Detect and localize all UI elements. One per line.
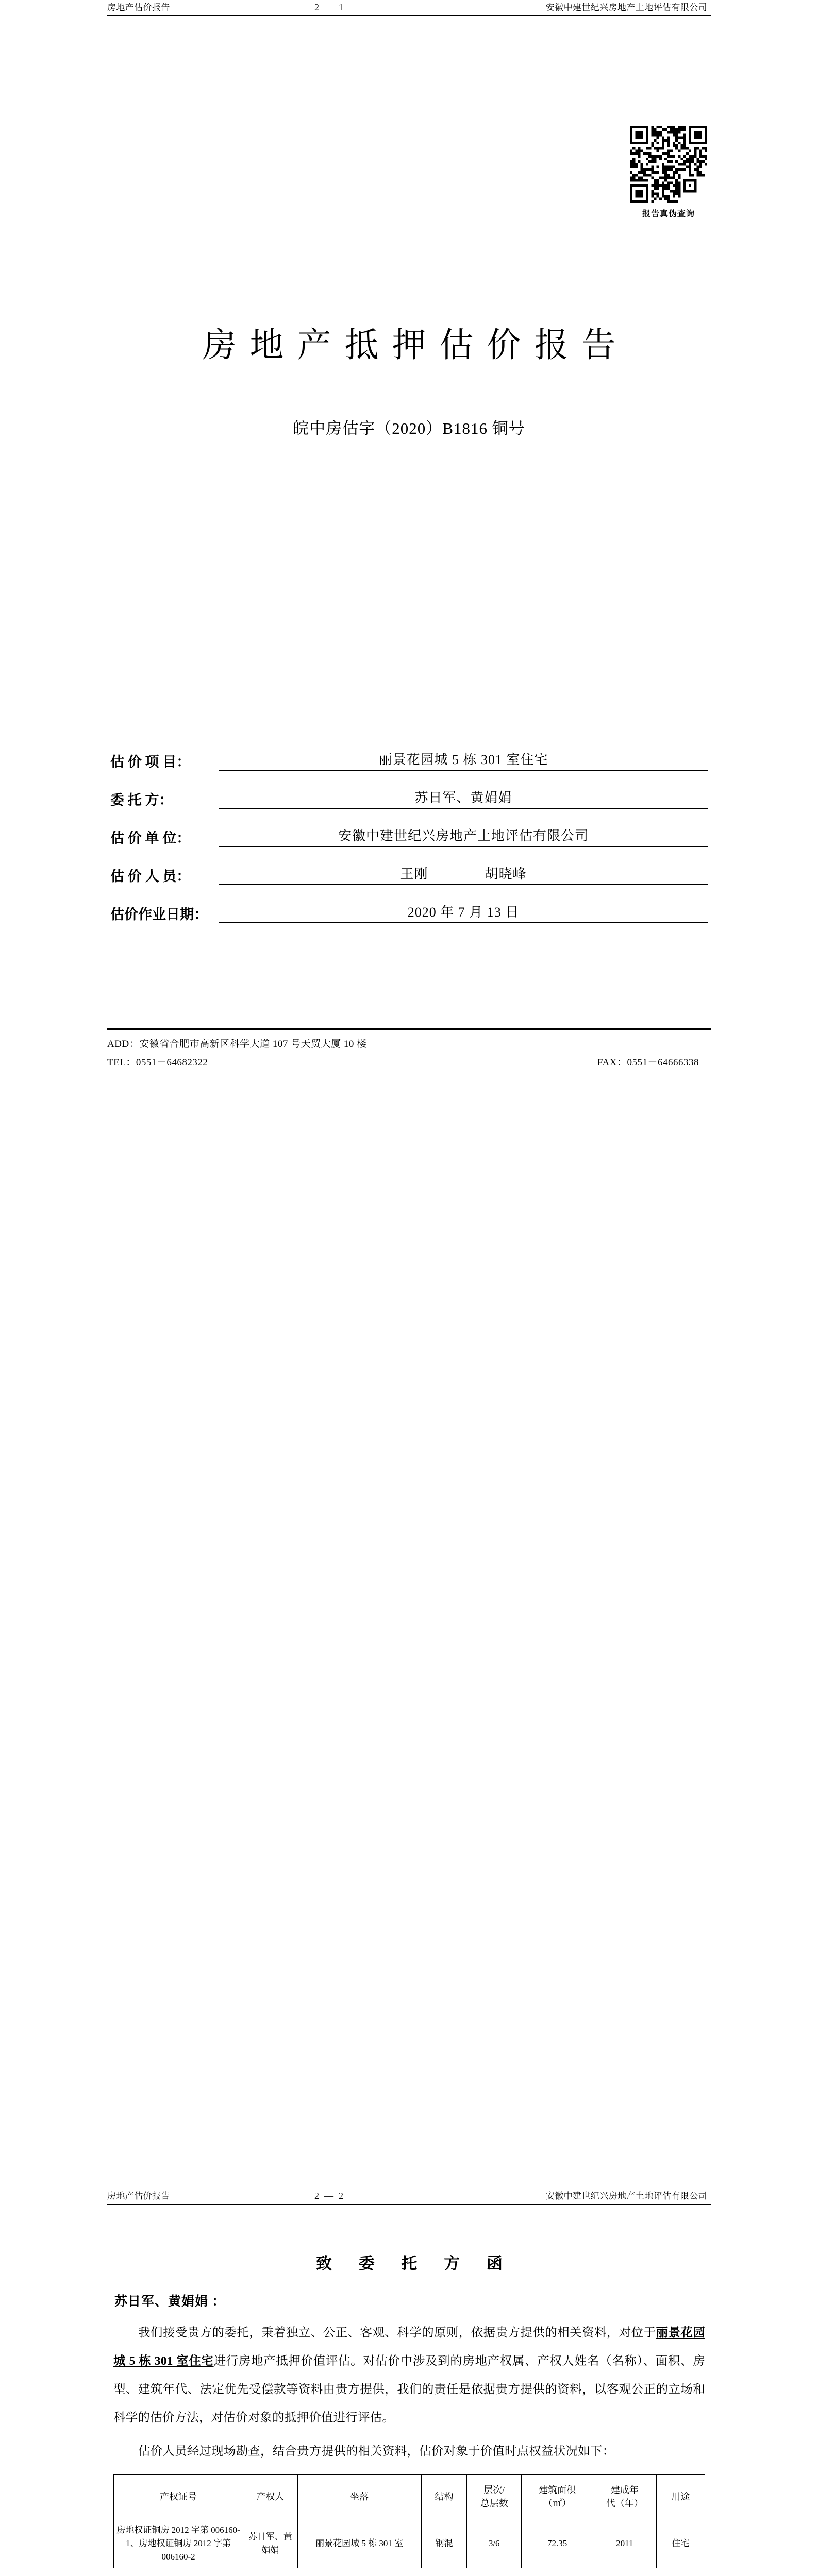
field-row-appraisal-firm [110,824,708,847]
qr-caption: 报告真伪查询 [642,209,695,218]
table-header-year-line2: 代（年） [606,2498,643,2509]
field-row-appraisal-date [110,901,708,923]
table-header-usage: 用途 [656,2475,705,2519]
cell-year-built: 2011 [593,2519,656,2568]
field-label-appraisers: 估 价 人 员： [110,869,191,884]
page-mark-prefix: 2— [314,2,339,12]
table-header-floor [467,2475,522,2519]
table-header-floor-line2: 总层数 [480,2498,508,2509]
page-number-2: 2 [339,2191,348,2201]
document-title: 房地产抵押估价报告 [202,327,629,364]
running-header-divider [107,15,711,16]
running-header-row-2 [107,2189,711,2204]
cover-fields [110,748,708,939]
running-header-left-text-2: 房地产估价报告 [107,2191,170,2201]
table-header-location: 坐落 [297,2475,421,2519]
letter-paragraph-2: 估价人员经过现场勘查，结合贵方提供的相关资料，估价对象于价值时点权益状况如下： [138,2445,615,2458]
appraiser-name-1: 王刚 [400,867,428,882]
field-value-project: 丽景花园城 5 栋 301 室住宅 [219,749,708,771]
contact-address-line [107,1036,711,1050]
contact-phone-line [107,1055,711,1069]
cell-area: 72.35 [522,2519,593,2568]
running-header-page-mark [246,2,416,13]
table-header-year-built [593,2475,656,2519]
qr-verification-block [620,126,717,219]
property-details-table [113,2474,705,2568]
contact-divider [107,1028,711,1030]
page-mark-prefix-2: 2— [314,2191,339,2201]
telephone-value: TEL：0551－64682322 [107,1057,208,1068]
address-label: ADD： [107,1039,140,1049]
document-subtitle-report-number: 皖中房估字（2020）B1816 铜号 [293,419,525,437]
fax-value: FAX：0551－64666338 [597,1057,699,1068]
cell-structure: 钢混 [421,2519,467,2568]
field-label-appraisal-date: 估价作业日期： [110,907,208,922]
page-1 [0,0,818,1094]
field-row-project [110,748,708,771]
table-header-area-line2: （㎡） [543,2498,572,2509]
cell-title-deed-no: 房地权证铜房 2012 字第 006160-1、房地权证铜房 2012 字第 006160-2 [114,2519,243,2568]
para1-subject-property: 丽景花园城 5 栋 301 室住宅 [113,2326,705,2368]
field-value-appraisal-date: 2020 年 7 月 13 日 [219,902,708,923]
running-header-left-text: 房地产估价报告 [107,3,170,13]
field-value-appraisers [219,863,708,885]
letter-heading: 致 委 托 方 函 [316,2255,514,2273]
field-value-appraisal-firm: 安徽中建世纪兴房地产土地评估有限公司 [219,825,708,847]
page-2 [0,1094,818,2562]
contact-footer-page-1 [107,1028,711,1073]
table-header-area-line1: 建筑面积 [539,2485,576,2495]
letter-salutation: 苏日军、黄娟娟 ： [114,2295,226,2309]
running-header-company-name: 安徽中建世纪兴房地产土地评估有限公司 [545,3,707,13]
table-header-structure: 结构 [421,2475,467,2519]
running-header-divider-2 [107,2204,711,2205]
running-header-company-name-2: 安徽中建世纪兴房地产土地评估有限公司 [545,2191,707,2201]
qr-code-icon[interactable] [630,126,707,203]
cell-usage: 住宅 [656,2519,705,2568]
field-row-appraisers [110,862,708,885]
field-row-client [110,786,708,809]
field-value-client: 苏日军、黄娟娟 [219,787,708,809]
address-value: 安徽省合肥市高新区科学大道 107 号天贸大厦 10 楼 [139,1039,367,1049]
running-header-row [107,0,711,15]
para1-part-a: 我们接受贵方的委托，秉着独立、公正、客观、科学的原则，依据贵方提供的相关资料，对位于 [138,2326,656,2340]
cell-location: 丽景花园城 5 栋 301 室 [297,2519,421,2568]
cell-floor: 3/6 [467,2519,522,2568]
running-header-page-1 [107,0,711,16]
table-header-floor-line1: 层次/ [483,2485,505,2495]
field-label-client: 委 托 方： [110,792,173,808]
table-header-row [114,2475,705,2519]
para1-part-b: 进行房地产抵押价值评估。对估价中涉及到的房地产权属、产权人姓名（名称）、面积、房型、建筑年代、法定优先受偿款等资料由贵方提供，我们的责任是依据贵方提供的资料，以客观公正的立场和科学的估价方法，对估价对象的抵押价值进行评估。 [113,2354,706,2425]
letter-content [107,2236,711,2576]
letter-paragraph-1 [113,2319,705,2432]
table-header-area [522,2475,593,2519]
page-number: 1 [339,2,348,12]
running-header-page-mark-2 [246,2191,416,2201]
cell-owner: 苏日军、黄娟娟 [243,2519,298,2568]
table-header-title-deed-no: 产权证号 [114,2475,243,2519]
field-label-project: 估 价 项 目： [110,754,191,770]
running-header-page-2 [107,2189,711,2205]
field-label-appraisal-firm: 估 价 单 位： [110,831,191,846]
letter-paragraph-3 [113,2575,705,2576]
table-header-year-line1: 建成年 [610,2485,639,2495]
table-header-owner: 产权人 [243,2475,298,2519]
table-row [114,2519,705,2568]
appraiser-name-2: 胡晓峰 [485,867,527,882]
